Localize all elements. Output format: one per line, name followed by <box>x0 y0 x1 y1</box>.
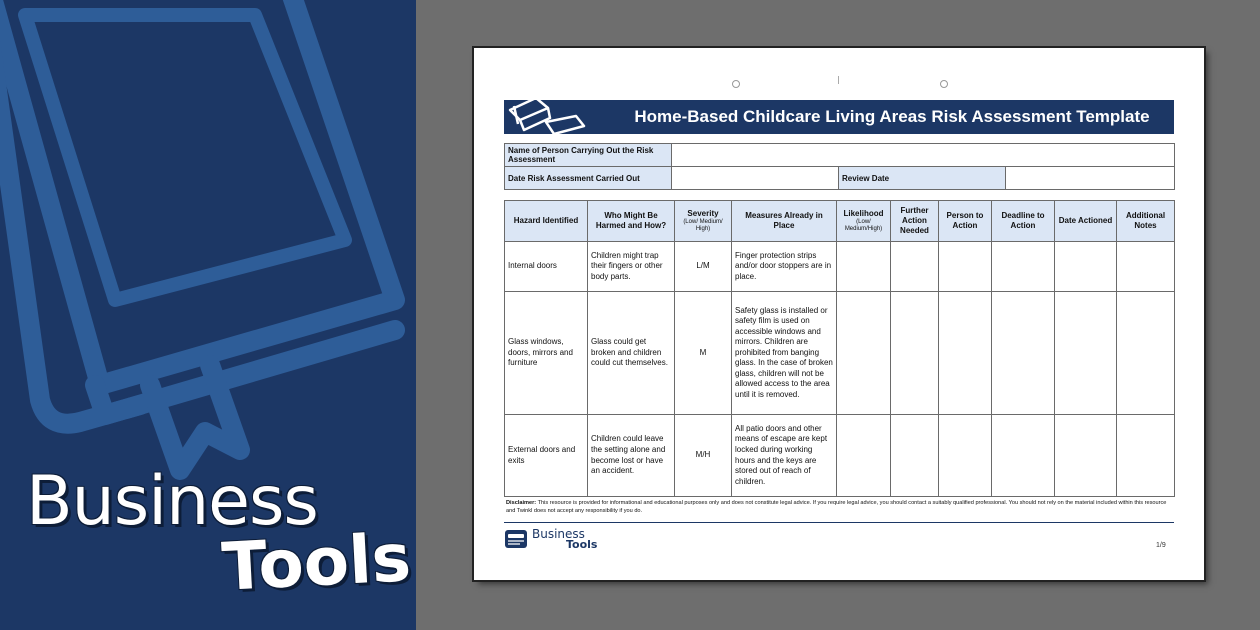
notes-cell[interactable] <box>1117 292 1175 415</box>
pen-and-book-icon <box>506 96 596 136</box>
header-severity-sub: (Low/ Medium/ High) <box>683 218 723 232</box>
severity-cell: M <box>675 292 732 415</box>
measures-cell: Safety glass is installed or safety film is used on accessible windows and mirrors. Children are prohibited from banging glass. In the case of broken glass, children will not be allowed access to the area until it is removed. <box>732 292 837 415</box>
deadline-cell[interactable] <box>992 415 1055 497</box>
header-severity-label: Severity <box>687 208 719 218</box>
document-title: Home-Based Childcare Living Areas Risk Assessment Template <box>634 107 1150 126</box>
table-row <box>505 292 1175 415</box>
hazard-cell: Internal doors <box>505 242 588 292</box>
twinkl-logo-icon <box>504 528 528 550</box>
brand-panel <box>0 0 416 630</box>
notes-cell[interactable] <box>1117 242 1175 292</box>
header-deadline: Deadline to Action <box>992 201 1055 242</box>
title-banner <box>504 100 1174 134</box>
likelihood-cell[interactable] <box>837 242 891 292</box>
header-likelihood-label: Likelihood <box>843 208 884 218</box>
header-likelihood-sub: (Low/ Medium/High) <box>844 218 883 232</box>
info-table <box>504 143 1175 190</box>
disclaimer-text: This resource is provided for informational and educational purposes only and does not constitute legal advice. If you require legal advice, you should contact a suitably qualified professional. You should not rely on the material included within this resource and Twinkl does not accept any responsibility if you do. <box>506 500 1167 515</box>
date-actioned-cell[interactable] <box>1055 292 1117 415</box>
date-field[interactable] <box>672 167 839 190</box>
measures-cell: All patio doors and other means of escape are kept locked during working hours and the keys are stored out of reach of children. <box>732 415 837 497</box>
center-mark <box>838 76 839 84</box>
who-cell: Glass could get broken and children could cut themselves. <box>588 292 675 415</box>
header-person: Person to Action <box>939 201 992 242</box>
hazard-cell: External doors and exits <box>505 415 588 497</box>
person-label: Name of Person Carrying Out the Risk Assessment <box>505 144 672 167</box>
further-action-cell[interactable] <box>891 415 939 497</box>
header-notes: Additional Notes <box>1117 201 1175 242</box>
hazard-cell: Glass windows, doors, mirrors and furniture <box>505 292 588 415</box>
header-who: Who Might Be Harmed and How? <box>588 201 675 242</box>
risk-table <box>504 200 1175 497</box>
book-icon <box>0 0 416 500</box>
disclaimer <box>506 499 1172 515</box>
footer-business-text: Business <box>532 527 585 541</box>
header-severity <box>675 201 732 242</box>
footer-tools-text: Tools <box>566 538 598 551</box>
punch-hole-icon <box>940 80 948 88</box>
date-actioned-cell[interactable] <box>1055 415 1117 497</box>
person-cell[interactable] <box>939 242 992 292</box>
brand-business-text: Business <box>26 462 318 541</box>
document-page <box>474 48 1204 580</box>
who-cell: Children could leave the setting alone and become lost or have an accident. <box>588 415 675 497</box>
date-actioned-cell[interactable] <box>1055 242 1117 292</box>
deadline-cell[interactable] <box>992 242 1055 292</box>
further-action-cell[interactable] <box>891 292 939 415</box>
review-label: Review Date <box>839 167 1006 190</box>
further-action-cell[interactable] <box>891 242 939 292</box>
page-number: 1/9 <box>1156 542 1166 549</box>
person-field[interactable] <box>672 144 1175 167</box>
notes-cell[interactable] <box>1117 415 1175 497</box>
severity-cell: M/H <box>675 415 732 497</box>
likelihood-cell[interactable] <box>837 292 891 415</box>
header-further: Further Action Needed <box>891 201 939 242</box>
measures-cell: Finger protection strips and/or door stoppers are in place. <box>732 242 837 292</box>
header-hazard: Hazard Identified <box>505 201 588 242</box>
table-row <box>505 242 1175 292</box>
footer-divider <box>504 522 1174 523</box>
severity-cell: L/M <box>675 242 732 292</box>
likelihood-cell[interactable] <box>837 415 891 497</box>
punch-hole-icon <box>732 80 740 88</box>
deadline-cell[interactable] <box>992 292 1055 415</box>
date-label: Date Risk Assessment Carried Out <box>505 167 672 190</box>
header-measures: Measures Already in Place <box>732 201 837 242</box>
person-cell[interactable] <box>939 292 992 415</box>
header-date-actioned: Date Actioned <box>1055 201 1117 242</box>
who-cell: Children might trap their fingers or other body parts. <box>588 242 675 292</box>
person-cell[interactable] <box>939 415 992 497</box>
disclaimer-label: Disclaimer: <box>506 500 537 506</box>
table-row <box>505 415 1175 497</box>
header-likelihood <box>837 201 891 242</box>
review-field[interactable] <box>1006 167 1175 190</box>
brand-tools-text: Tools <box>220 519 413 606</box>
